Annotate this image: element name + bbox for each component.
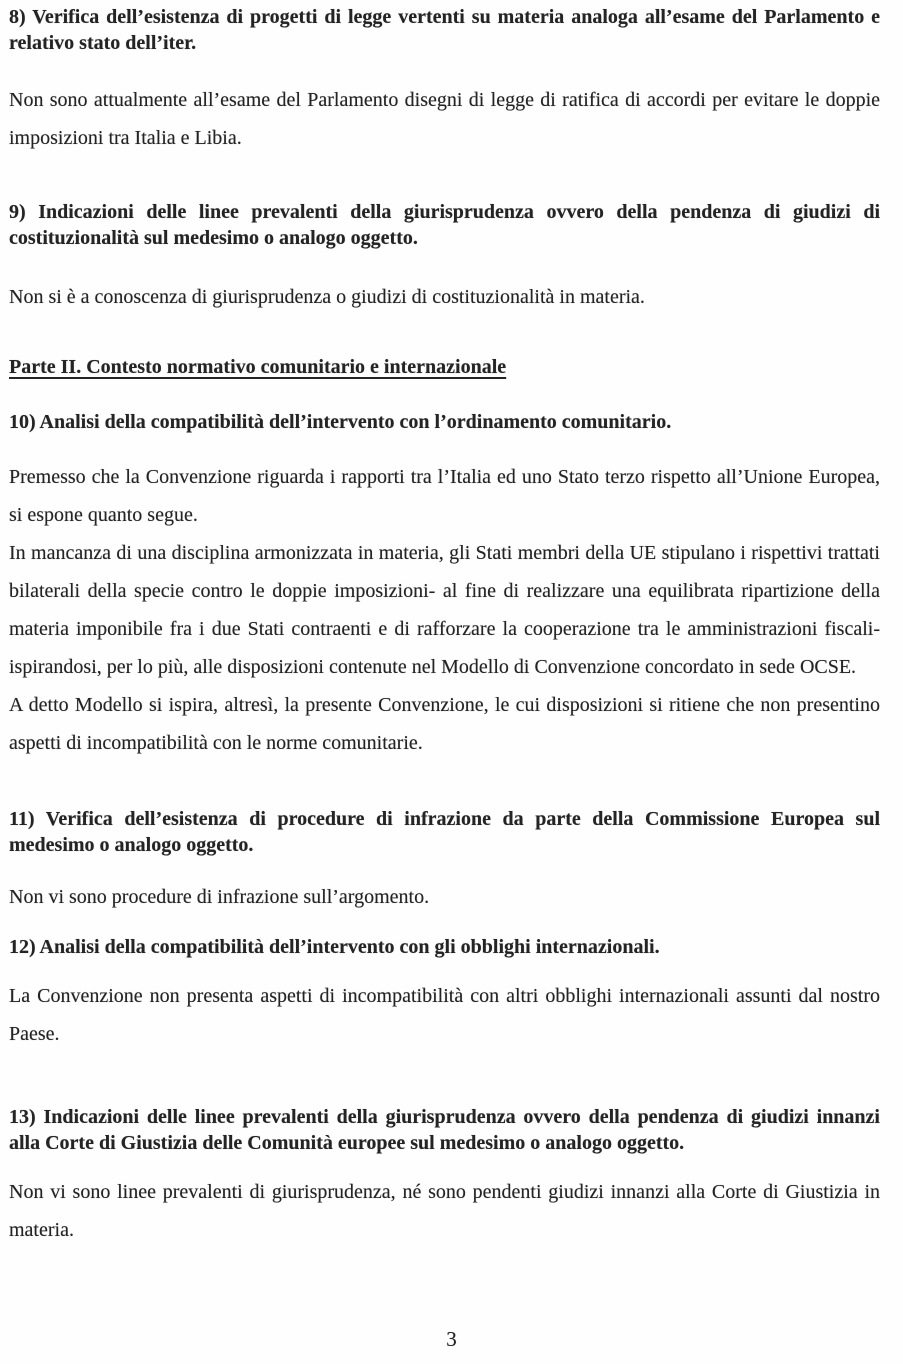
section-8-heading: 8) Verifica dell’esistenza di progetti di legge vertenti su materia analoga all’esame del Parlamento e relativo stato dell’iter. [9,6,880,54]
section-12-heading: 12) Analisi della compatibilità dell’intervento con gli obblighi internazionali. [9,936,660,958]
section-10-paragraph-3: A detto Modello si ispira, altresì, la presente Convenzione, le cui disposizioni si ritiene che non presentino aspetti di incompatibilità con le norme comunitarie. [9,694,880,754]
section-10-heading: 10) Analisi della compatibilità dell’intervento con l’ordinamento comunitario. [9,411,672,433]
section-9-paragraph: Non si è a conoscenza di giurisprudenza o giudizi di costituzionalità in materia. [9,286,645,308]
section-11-heading: 11) Verifica dell’esistenza di procedure di infrazione da parte della Commissione Europea sul medesimo o analogo oggetto. [9,808,880,856]
section-13-heading: 13) Indicazioni delle linee prevalenti della giurisprudenza ovvero della pendenza di giudizi innanzi alla Corte di Giustizia delle Comunità europee sul medesimo o analogo oggetto. [9,1106,880,1154]
part-2-heading [9,354,880,380]
section-13-paragraph: Non vi sono linee prevalenti di giurisprudenza, né sono pendenti giudizi innanzi alla Corte di Giustizia in materia. [9,1181,880,1241]
page-number: 3 [446,1327,457,1351]
section-9-heading: 9) Indicazioni delle linee prevalenti della giurisprudenza ovvero della pendenza di giudizi di costituzionalità sul medesimo o analogo oggetto. [9,201,880,249]
part-2-heading-text: Parte II. Contesto normativo comunitario e internazionale [9,356,507,378]
section-12-paragraph: La Convenzione non presenta aspetti di incompatibilità con altri obblighi internazionali assunti dal nostro Paese. [9,985,880,1045]
section-10-paragraph-1: Premesso che la Convenzione riguarda i rapporti tra l’Italia ed uno Stato terzo rispetto all’Unione Europea, si espone quanto segue. [9,466,880,526]
section-10-paragraph-2: In mancanza di una disciplina armonizzata in materia, gli Stati membri della UE stipulano i rispettivi trattati bilaterali della specie contro le doppie imposizioni- al fine di realizzare una equilibrata ripartizione della materia imponibile fra i due Stati contraenti e di rafforzare la cooperazione tra le amministrazioni fiscali- ispirandosi, per lo più, alle disposizioni contenute nel Modello di Convenzione concordato in sede OCSE. [9,542,880,678]
section-8-paragraph: Non sono attualmente all’esame del Parlamento disegni di legge di ratifica di accordi per evitare le doppie imposizioni tra Italia e Libia. [9,89,880,149]
section-11-paragraph: Non vi sono procedure di infrazione sull’argomento. [9,886,430,908]
